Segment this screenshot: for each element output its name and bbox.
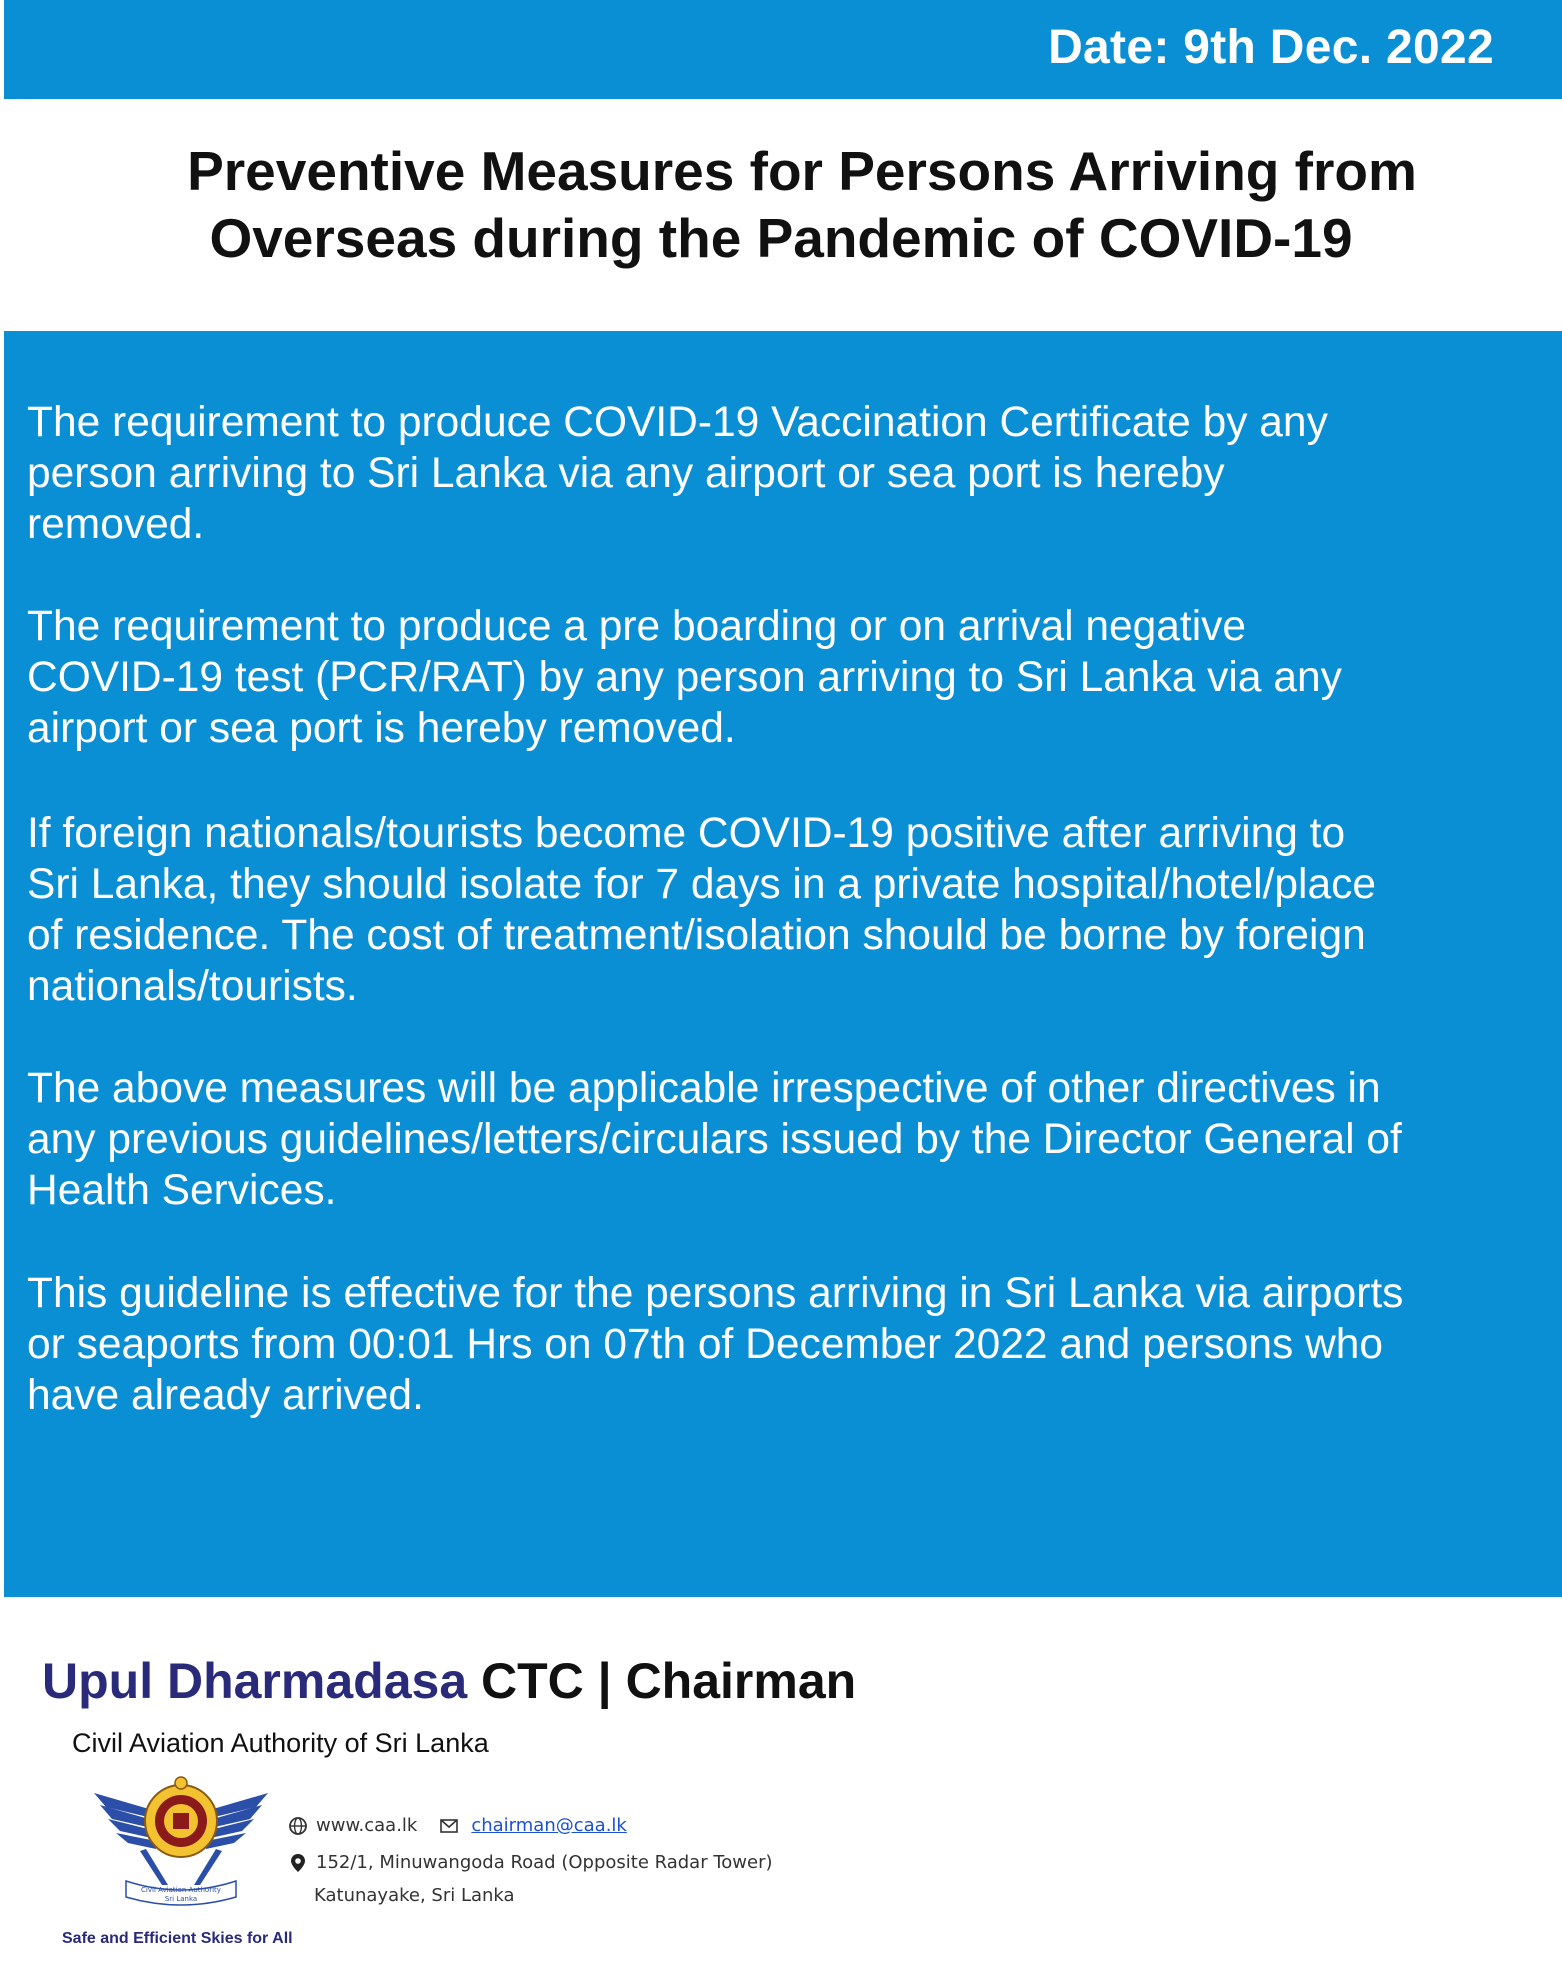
caa-logo	[86, 1773, 276, 1908]
notice-paragraph-effective-date: This guideline is effective for the persons arriving in Sri Lanka via airports or seaports from 00:01 Hrs on 07th of December 2022 and persons who have already arrived.	[27, 1270, 1404, 1419]
organization-name: Civil Aviation Authority of Sri Lanka	[72, 1728, 489, 1758]
document-date: Date: 9th Dec. 2022	[1048, 21, 1494, 74]
notice-paragraph-isolation: If foreign nationals/tourists become COVID-19 positive after arriving to Sri Lanka, they should isolate for 7 days in a private hospital/hotel/place of residence. The cost of treatment/isolation should be borne by foreign nationals/tourists.	[27, 810, 1377, 1010]
email-link[interactable]: chairman@caa.lk	[471, 1815, 627, 1836]
contact-web-email	[288, 1815, 627, 1836]
signer-role: CTC | Chairman	[481, 1653, 857, 1709]
signer-name: Upul Dharmadasa	[42, 1653, 468, 1709]
logo-text-bottom: Sri Lanka	[164, 1895, 198, 1903]
notice-paragraph-vaccination: The requirement to produce COVID-19 Vaccination Certificate by any person arriving to Sri Lanka via any airport or sea port is hereby removed.	[27, 399, 1328, 548]
notice-paragraph-applicability: The above measures will be applicable irrespective of other directives in any previous guidelines/letters/circulars issued by the Director General of Health Services.	[27, 1065, 1402, 1214]
mail-icon	[439, 1816, 459, 1836]
notice-paragraph-test: The requirement to produce a pre boarding or on arrival negative COVID-19 test (PCR/RAT) by any person arriving to Sri Lanka via any airport or sea port is hereby removed.	[27, 603, 1342, 752]
location-pin-icon	[288, 1853, 308, 1873]
contact-address	[288, 1852, 773, 1873]
title-line-2: Overseas during the Pandemic of COVID-19	[209, 207, 1353, 269]
page-title	[0, 138, 1562, 272]
address-line-2: Katunayake, Sri Lanka	[314, 1885, 515, 1906]
signer-line	[42, 1652, 856, 1710]
website-link[interactable]: www.caa.lk	[316, 1815, 418, 1836]
logo-text-top: Civil Aviation Authority	[141, 1886, 221, 1894]
title-line-1: Preventive Measures for Persons Arriving from	[187, 140, 1417, 202]
address-line-1: 152/1, Minuwangoda Road (Opposite Radar Tower)	[316, 1852, 773, 1873]
tagline: Safe and Efficient Skies for All	[62, 1930, 293, 1947]
globe-icon	[288, 1816, 308, 1836]
